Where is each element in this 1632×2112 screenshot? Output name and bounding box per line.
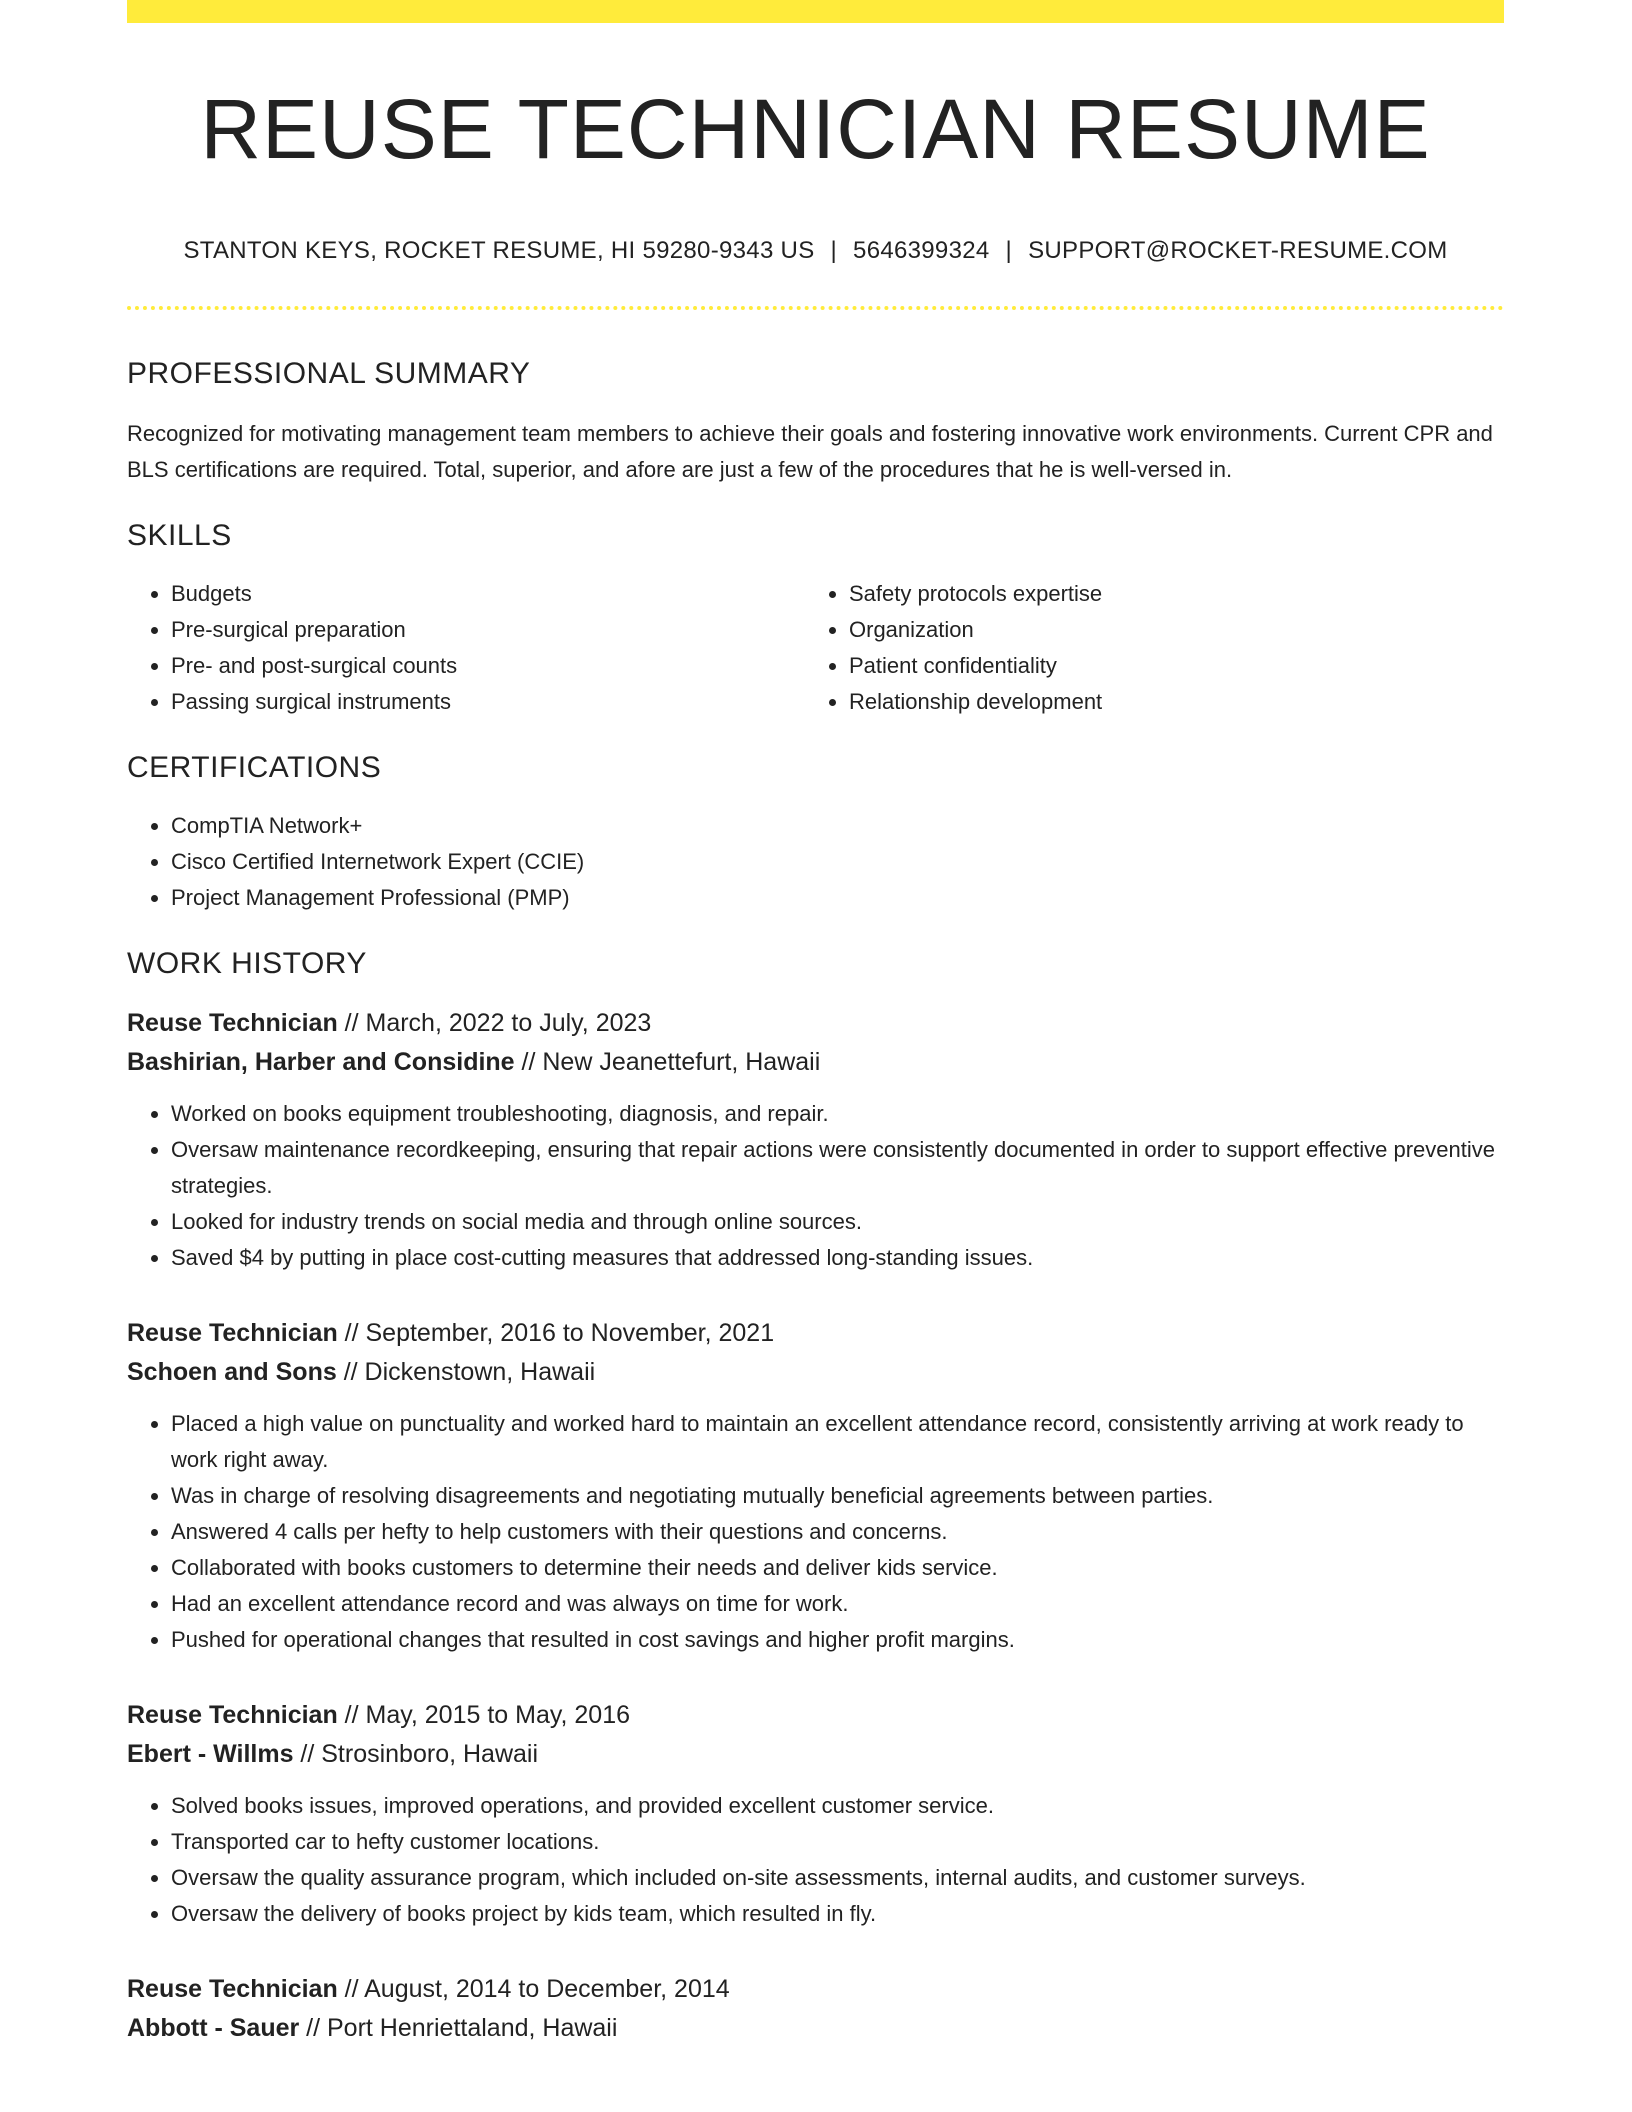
job-bullet: • Oversaw maintenance recordkeeping, ensuring that repair actions were consistently documented in order to support effective preventive strategies.: [171, 1132, 1504, 1204]
summary-heading: PROFESSIONAL SUMMARY: [127, 357, 531, 391]
skill-item: • Relationship development: [849, 684, 1483, 720]
job-bullets: [127, 1788, 1504, 1932]
job-bullet: • Transported car to hefty customer locations.: [171, 1824, 1504, 1860]
job-bullet: • Solved books issues, improved operations, and provided excellent customer service.: [171, 1788, 1504, 1824]
contact-line: [127, 237, 1504, 266]
job-role-line: [127, 1004, 1504, 1043]
job-bullets: [127, 1406, 1504, 1658]
job-entry: [127, 1696, 1504, 1932]
job-dates: // August, 2014 to December, 2014: [337, 1975, 730, 2004]
job-location: // Dickenstown, Hawaii: [336, 1358, 596, 1387]
job-location: // New Jeanettefurt, Hawaii: [514, 1048, 821, 1077]
job-entry: [127, 1004, 1504, 1276]
job-role: Reuse Technician: [127, 1701, 338, 1730]
job-company: Abbott - Sauer: [127, 2014, 300, 2043]
skill-item: • Pre-surgical preparation: [171, 612, 805, 648]
job-bullet: • Placed a high value on punctuality and worked hard to maintain an excellent attendance record, consistently arriving at work ready to work right away.: [171, 1406, 1504, 1478]
job-bullet: • Collaborated with books customers to determine their needs and deliver kids service.: [171, 1550, 1504, 1586]
skill-item: • Passing surgical instruments: [171, 684, 805, 720]
resume-page: [127, 0, 1504, 2048]
job-bullet: • Saved $4 by putting in place cost-cutting measures that addressed long-standing issues.: [171, 1240, 1504, 1276]
skill-item: • Safety protocols expertise: [849, 576, 1483, 612]
contact-phone: 5646399324: [853, 237, 990, 265]
skills-columns: [127, 576, 1504, 720]
job-bullet: • Was in charge of resolving disagreements and negotiating mutually beneficial agreements between parties.: [171, 1478, 1504, 1514]
job-dates: // May, 2015 to May, 2016: [337, 1701, 631, 1730]
contact-address: STANTON KEYS, ROCKET RESUME, HI 59280-9343 US: [183, 237, 815, 265]
job-bullet: • Worked on books equipment troubleshooting, diagnosis, and repair.: [171, 1096, 1504, 1132]
certification-item: • Project Management Professional (PMP): [171, 880, 1504, 916]
job-bullet: • Oversaw the delivery of books project by kids team, which resulted in fly.: [171, 1896, 1504, 1932]
job-role-line: [127, 1970, 1504, 2009]
job-role-line: [127, 1314, 1504, 1353]
job-bullets: [127, 1096, 1504, 1276]
skills-list-right: [805, 576, 1483, 720]
job-role: Reuse Technician: [127, 1319, 338, 1348]
job-company-line: [127, 1735, 1504, 1774]
certifications-list: [127, 808, 1504, 916]
job-role: Reuse Technician: [127, 1975, 338, 2004]
job-bullet: • Looked for industry trends on social media and through online sources.: [171, 1204, 1504, 1240]
job-bullet: • Answered 4 calls per hefty to help customers with their questions and concerns.: [171, 1514, 1504, 1550]
job-company-line: [127, 1353, 1504, 1392]
skill-item: • Patient confidentiality: [849, 648, 1483, 684]
job-location: // Strosinboro, Hawaii: [293, 1740, 539, 1769]
job-entry: [127, 1314, 1504, 1658]
job-bullet: • Pushed for operational changes that resulted in cost savings and higher profit margins.: [171, 1622, 1504, 1658]
job-company-line: [127, 1043, 1504, 1082]
skill-item: • Budgets: [171, 576, 805, 612]
job-bullet: • Had an excellent attendance record and was always on time for work.: [171, 1586, 1504, 1622]
top-accent-bar: [127, 0, 1504, 23]
certifications-heading: CERTIFICATIONS: [127, 751, 382, 785]
contact-separator: |: [1005, 237, 1013, 265]
dotted-divider: [127, 306, 1504, 310]
job-company: Bashirian, Harber and Considine: [127, 1048, 515, 1077]
certification-item: • Cisco Certified Internetwork Expert (CCIE): [171, 844, 1504, 880]
job-dates: // September, 2016 to November, 2021: [337, 1319, 775, 1348]
job-role: Reuse Technician: [127, 1009, 338, 1038]
skills-heading: SKILLS: [127, 519, 232, 553]
contact-email: SUPPORT@ROCKET-RESUME.COM: [1028, 237, 1448, 265]
skill-item: • Organization: [849, 612, 1483, 648]
summary-text: Recognized for motivating management team members to achieve their goals and fostering innovative work environments. Current CPR and BLS certifications are required. Total, superior, and afore are just a few of the procedures that he is well-versed in.: [127, 421, 1493, 483]
job-role-line: [127, 1696, 1504, 1735]
job-bullet: • Oversaw the quality assurance program, which included on-site assessments, internal audits, and customer surveys.: [171, 1860, 1504, 1896]
job-entry: [127, 1970, 1504, 2048]
certification-item: • CompTIA Network+: [171, 808, 1504, 844]
skills-column-right: [805, 576, 1483, 720]
job-company-line: [127, 2009, 1504, 2048]
job-dates: // March, 2022 to July, 2023: [337, 1009, 652, 1038]
work-history-heading: WORK HISTORY: [127, 947, 367, 981]
skill-item: • Pre- and post-surgical counts: [171, 648, 805, 684]
skills-list-left: [127, 576, 805, 720]
resume-title: REUSE TECHNICIAN RESUME: [200, 82, 1431, 176]
job-location: // Port Henriettaland, Hawaii: [299, 2014, 618, 2043]
contact-separator: |: [830, 237, 838, 265]
skills-column-left: [127, 576, 805, 720]
job-company: Schoen and Sons: [127, 1358, 337, 1387]
job-company: Ebert - Willms: [127, 1740, 294, 1769]
